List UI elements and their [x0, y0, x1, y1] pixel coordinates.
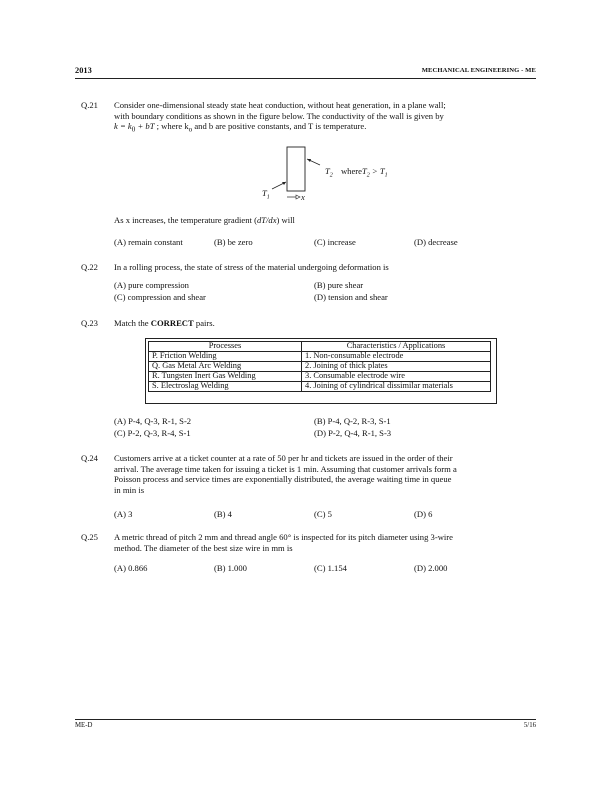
- q22-option-b[interactable]: (B) pure shear: [314, 280, 364, 290]
- q21-option-b[interactable]: (B) be zero: [214, 237, 253, 247]
- q24-option-b[interactable]: (B) 4: [214, 509, 232, 519]
- q24-option-c[interactable]: (C) 5: [314, 509, 332, 519]
- table-cell: 1. Non-consumable electrode: [302, 352, 491, 362]
- q21-where-sub: o: [188, 126, 193, 135]
- q21-text: [114, 100, 534, 135]
- table-cell: S. Electroslag Welding: [149, 382, 302, 392]
- q22-text: In a rolling process, the state of stress of the material undergoing deformation is: [114, 262, 389, 272]
- q21-prompt: As x increases, the temperature gradient (dT/dx) will: [114, 215, 295, 225]
- paper-title: MECHANICAL ENGINEERING - ME: [421, 67, 536, 74]
- q21-where: ; where k: [154, 121, 189, 132]
- table-cell: 4. Joining of cylindrical dissimilar materials: [302, 382, 491, 392]
- paper-code: ME-D: [75, 722, 93, 729]
- q22-number: Q.22: [81, 262, 98, 272]
- q24-line2: arrival. The average time taken for issuing a ticket is 1 min. Assuming that customer arrivals form a: [114, 463, 457, 474]
- header-rule: [75, 78, 536, 79]
- q21-line3: [114, 121, 534, 135]
- q25-option-d[interactable]: (D) 2.000: [414, 563, 448, 573]
- q23-correct: CORRECT: [150, 318, 194, 328]
- q21-gradient: dT/dx: [256, 215, 277, 225]
- q24-number: Q.24: [81, 453, 98, 463]
- q24-line4: in min is: [114, 485, 145, 496]
- q23-option-d[interactable]: (D) P-2, Q-4, R-1, S-3: [314, 428, 392, 438]
- table-cell: 2. Joining of thick plates: [302, 362, 491, 372]
- q22-option-c[interactable]: (C) compression and shear: [114, 292, 206, 302]
- q24-option-d[interactable]: (D) 6: [414, 509, 433, 519]
- table-cell: P. Friction Welding: [149, 352, 302, 362]
- table-header-characteristics: Characteristics / Applications: [302, 342, 491, 352]
- q25-number: Q.25: [81, 532, 98, 542]
- q23-match-table: [148, 341, 491, 392]
- table-cell: R. Tungsten Inert Gas Welding: [149, 372, 302, 382]
- table-cell: 3. Consumable electrode wire: [302, 372, 491, 382]
- q22-option-d[interactable]: (D) tension and shear: [314, 292, 388, 302]
- q22-option-a[interactable]: (A) pure compression: [114, 280, 189, 290]
- q23-option-b[interactable]: (B) P-4, Q-2, R-3, S-1: [314, 416, 391, 426]
- table-row: [149, 372, 491, 382]
- q23-text: Match the CORRECT pairs.: [114, 318, 215, 328]
- x-arrowhead: [296, 195, 300, 199]
- q23-option-c[interactable]: (C) P-2, Q-3, R-4, S-1: [114, 428, 191, 438]
- q25-line1: A metric thread of pitch 2 mm and thread angle 60° is inspected for its pitch diameter using 3-wire: [114, 532, 453, 542]
- q21-formula-k: k = k: [114, 121, 132, 132]
- q21-fig-x: x: [301, 192, 305, 202]
- table-row: [149, 362, 491, 372]
- q25-line2: method. The diameter of the best size wire in mm is: [114, 542, 293, 553]
- q24-line3: Poisson process and service times are exponentially distributed, the average waiting time in queue: [114, 474, 452, 485]
- q21-formula-rest: + bT: [135, 121, 155, 132]
- table-header-processes: Processes: [149, 342, 302, 352]
- q21-option-d[interactable]: (D) decrease: [414, 237, 458, 247]
- q21-line1: Consider one-dimensional steady state heat conduction, without heat generation, in a plane wall;: [114, 100, 446, 110]
- q21-option-a[interactable]: (A) remain constant: [114, 237, 183, 247]
- q24-text: [114, 453, 534, 496]
- q25-text: [114, 532, 534, 553]
- q23-option-a[interactable]: (A) P-4, Q-3, R-1, S-2: [114, 416, 192, 426]
- q21-number: Q.21: [81, 100, 98, 110]
- q24-line1: Customers arrive at a ticket counter at a rate of 50 per hr and tickets are issued in the order of their: [114, 453, 453, 463]
- q21-line2: with boundary conditions as shown in the figure below. The conductivity of the wall is given by: [114, 110, 444, 121]
- page-number: 5/16: [523, 722, 536, 729]
- q21-fig-t2: $T_2$ whereT$_2$ > $T_1$: [325, 166, 388, 179]
- q23-number: Q.23: [81, 318, 98, 328]
- q21-option-c[interactable]: (C) increase: [314, 237, 356, 247]
- t2-arrowhead: [307, 159, 311, 162]
- q25-option-a[interactable]: (A) 0.866: [114, 563, 148, 573]
- q25-option-b[interactable]: (B) 1.000: [214, 563, 247, 573]
- table-row: [149, 382, 491, 392]
- exam-year: 2013: [75, 66, 92, 75]
- q25-option-c[interactable]: (C) 1.154: [314, 563, 347, 573]
- q21-formula-sub: 0: [131, 126, 136, 135]
- footer-rule: [75, 719, 536, 720]
- table-row: [149, 352, 491, 362]
- q21-line3-end: and b are positive constants, and T is temperature.: [192, 121, 367, 132]
- wall-rect: [287, 147, 305, 191]
- q21-fig-t1: $T_1$: [262, 188, 270, 201]
- table-cell: Q. Gas Metal Arc Welding: [149, 362, 302, 372]
- q24-option-a[interactable]: (A) 3: [114, 509, 133, 519]
